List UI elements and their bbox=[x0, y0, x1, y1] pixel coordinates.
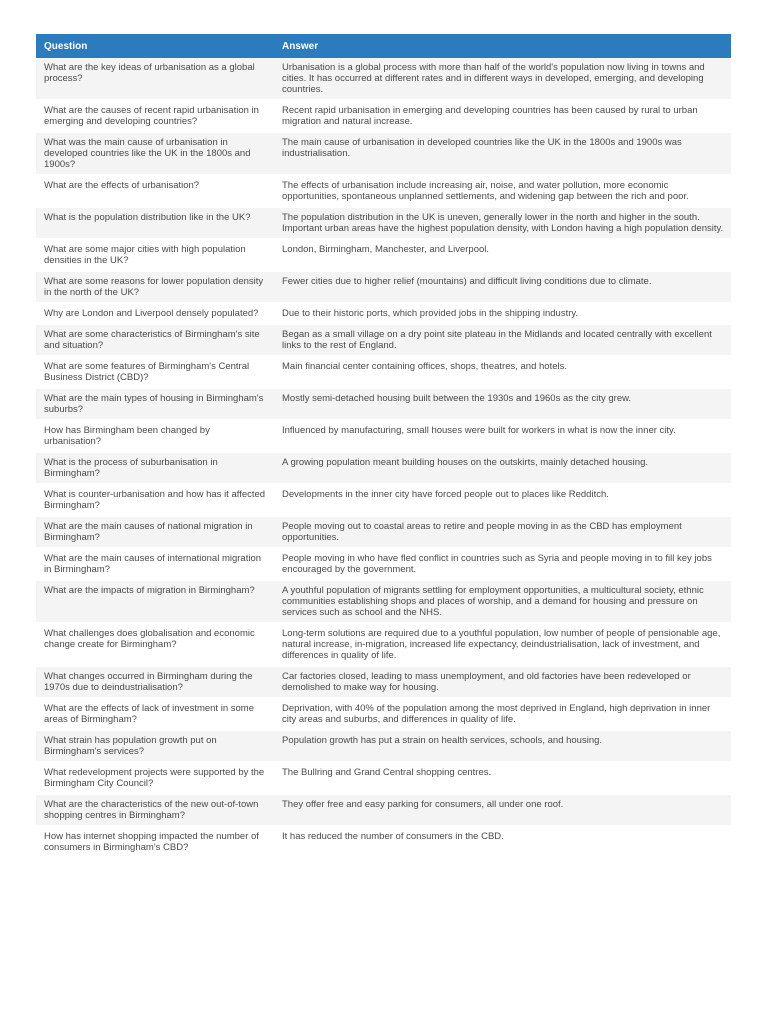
question-cell: What are the effects of lack of investment in some areas of Birmingham? bbox=[36, 698, 274, 730]
table-row bbox=[36, 484, 731, 516]
answer-column-header: Answer bbox=[274, 34, 731, 58]
answer-cell: Long-term solutions are required due to a youthful population, low number of people of pensionable age, natural increase, in-migration, increased life expectancy, deindustrialisation, lack of investment, and differences in quality of life. bbox=[274, 623, 731, 666]
answer-cell: Mostly semi-detached housing built between the 1930s and 1960s as the city grew. bbox=[274, 388, 731, 420]
table-row bbox=[36, 271, 731, 303]
answer-cell: Developments in the inner city have forced people out to places like Redditch. bbox=[274, 484, 731, 516]
question-cell: What challenges does globalisation and economic change create for Birmingham? bbox=[36, 623, 274, 666]
table-row bbox=[36, 623, 731, 666]
question-cell: What are some characteristics of Birmingham's site and situation? bbox=[36, 324, 274, 356]
answer-cell: Population growth has put a strain on health services, schools, and housing. bbox=[274, 730, 731, 762]
question-cell: What strain has population growth put on Birmingham's services? bbox=[36, 730, 274, 762]
question-cell: What are the main causes of international migration in Birmingham? bbox=[36, 548, 274, 580]
answer-cell: A youthful population of migrants settling for employment opportunities, a multicultural society, ethnic communities establishing shops and places of worship, and a demand for housing and pressure on services such as school and the NHS. bbox=[274, 580, 731, 623]
question-cell: What was the main cause of urbanisation in developed countries like the UK in the 1800s and 1900s? bbox=[36, 132, 274, 175]
question-cell: How has internet shopping impacted the number of consumers in Birmingham's CBD? bbox=[36, 826, 274, 858]
answer-cell: Influenced by manufacturing, small houses were built for workers in what is now the inner city. bbox=[274, 420, 731, 452]
question-cell: What are the causes of recent rapid urbanisation in emerging and developing countries? bbox=[36, 100, 274, 132]
question-cell: What are some major cities with high population densities in the UK? bbox=[36, 239, 274, 271]
answer-cell: Main financial center containing offices, shops, theatres, and hotels. bbox=[274, 356, 731, 388]
answer-cell: The effects of urbanisation include increasing air, noise, and water pollution, more economic opportunities, spontaneous unplanned settlements, and widening gap between the rich and poor. bbox=[274, 175, 731, 207]
table-header bbox=[36, 34, 731, 58]
table-row bbox=[36, 516, 731, 548]
answer-cell: Recent rapid urbanisation in emerging and developing countries has been caused by rural to urban migration and natural increase. bbox=[274, 100, 731, 132]
question-cell: What are the key ideas of urbanisation as a global process? bbox=[36, 58, 274, 100]
answer-cell: They offer free and easy parking for consumers, all under one roof. bbox=[274, 794, 731, 826]
question-cell: What are the impacts of migration in Birmingham? bbox=[36, 580, 274, 623]
table-row bbox=[36, 324, 731, 356]
question-cell: What are the main causes of national migration in Birmingham? bbox=[36, 516, 274, 548]
answer-cell: A growing population meant building houses on the outskirts, mainly detached housing. bbox=[274, 452, 731, 484]
table-row bbox=[36, 356, 731, 388]
answer-cell: The main cause of urbanisation in developed countries like the UK in the 1800s and 1900s was industrialisation. bbox=[274, 132, 731, 175]
table-row bbox=[36, 58, 731, 100]
answer-cell: It has reduced the number of consumers in the CBD. bbox=[274, 826, 731, 858]
table-body bbox=[36, 58, 731, 858]
qa-table bbox=[36, 34, 731, 859]
question-cell: What are the effects of urbanisation? bbox=[36, 175, 274, 207]
answer-cell: People moving out to coastal areas to retire and people moving in as the CBD has employment opportunities. bbox=[274, 516, 731, 548]
table-row bbox=[36, 826, 731, 858]
answer-cell: Urbanisation is a global process with more than half of the world's population now living in towns and cities. It has occurred at different rates and in different ways in developed, emerging, and developing countries. bbox=[274, 58, 731, 100]
answer-cell: People moving in who have fled conflict in countries such as Syria and people moving in to fill key jobs encouraged by the government. bbox=[274, 548, 731, 580]
question-cell: What is counter-urbanisation and how has it affected Birmingham? bbox=[36, 484, 274, 516]
table-row bbox=[36, 666, 731, 698]
answer-cell: London, Birmingham, Manchester, and Liverpool. bbox=[274, 239, 731, 271]
question-cell: What is the process of suburbanisation in Birmingham? bbox=[36, 452, 274, 484]
table-row bbox=[36, 548, 731, 580]
table-row bbox=[36, 730, 731, 762]
question-column-header: Question bbox=[36, 34, 274, 58]
question-cell: How has Birmingham been changed by urbanisation? bbox=[36, 420, 274, 452]
answer-cell: The Bullring and Grand Central shopping centres. bbox=[274, 762, 731, 794]
question-cell: What is the population distribution like in the UK? bbox=[36, 207, 274, 239]
answer-cell: Deprivation, with 40% of the population among the most deprived in England, high deprivation in inner city areas and suburbs, and differences in quality of life. bbox=[274, 698, 731, 730]
table-row bbox=[36, 794, 731, 826]
table-row bbox=[36, 175, 731, 207]
table-row bbox=[36, 698, 731, 730]
table-row bbox=[36, 388, 731, 420]
table-row bbox=[36, 420, 731, 452]
answer-cell: Began as a small village on a dry point site plateau in the Midlands and located centrally with excellent links to the rest of England. bbox=[274, 324, 731, 356]
table-row bbox=[36, 303, 731, 324]
answer-cell: Due to their historic ports, which provided jobs in the shipping industry. bbox=[274, 303, 731, 324]
table-row bbox=[36, 100, 731, 132]
question-cell: What changes occurred in Birmingham during the 1970s due to deindustrialisation? bbox=[36, 666, 274, 698]
question-cell: What are the characteristics of the new out-of-town shopping centres in Birmingham? bbox=[36, 794, 274, 826]
question-cell: What are some reasons for lower population density in the north of the UK? bbox=[36, 271, 274, 303]
header-row bbox=[36, 34, 731, 58]
question-cell: What are some features of Birmingham's Central Business District (CBD)? bbox=[36, 356, 274, 388]
table-row bbox=[36, 207, 731, 239]
table-row bbox=[36, 580, 731, 623]
question-cell: What redevelopment projects were supported by the Birmingham City Council? bbox=[36, 762, 274, 794]
table-row bbox=[36, 762, 731, 794]
answer-cell: Car factories closed, leading to mass unemployment, and old factories have been redeveloped or demolished to make way for housing. bbox=[274, 666, 731, 698]
answer-cell: The population distribution in the UK is uneven, generally lower in the north and higher in the south. Important urban areas have the highest population density, with London having a high population density. bbox=[274, 207, 731, 239]
table-row bbox=[36, 132, 731, 175]
table-row bbox=[36, 452, 731, 484]
question-cell: Why are London and Liverpool densely populated? bbox=[36, 303, 274, 324]
answer-cell: Fewer cities due to higher relief (mountains) and difficult living conditions due to climate. bbox=[274, 271, 731, 303]
table-row bbox=[36, 239, 731, 271]
question-cell: What are the main types of housing in Birmingham's suburbs? bbox=[36, 388, 274, 420]
